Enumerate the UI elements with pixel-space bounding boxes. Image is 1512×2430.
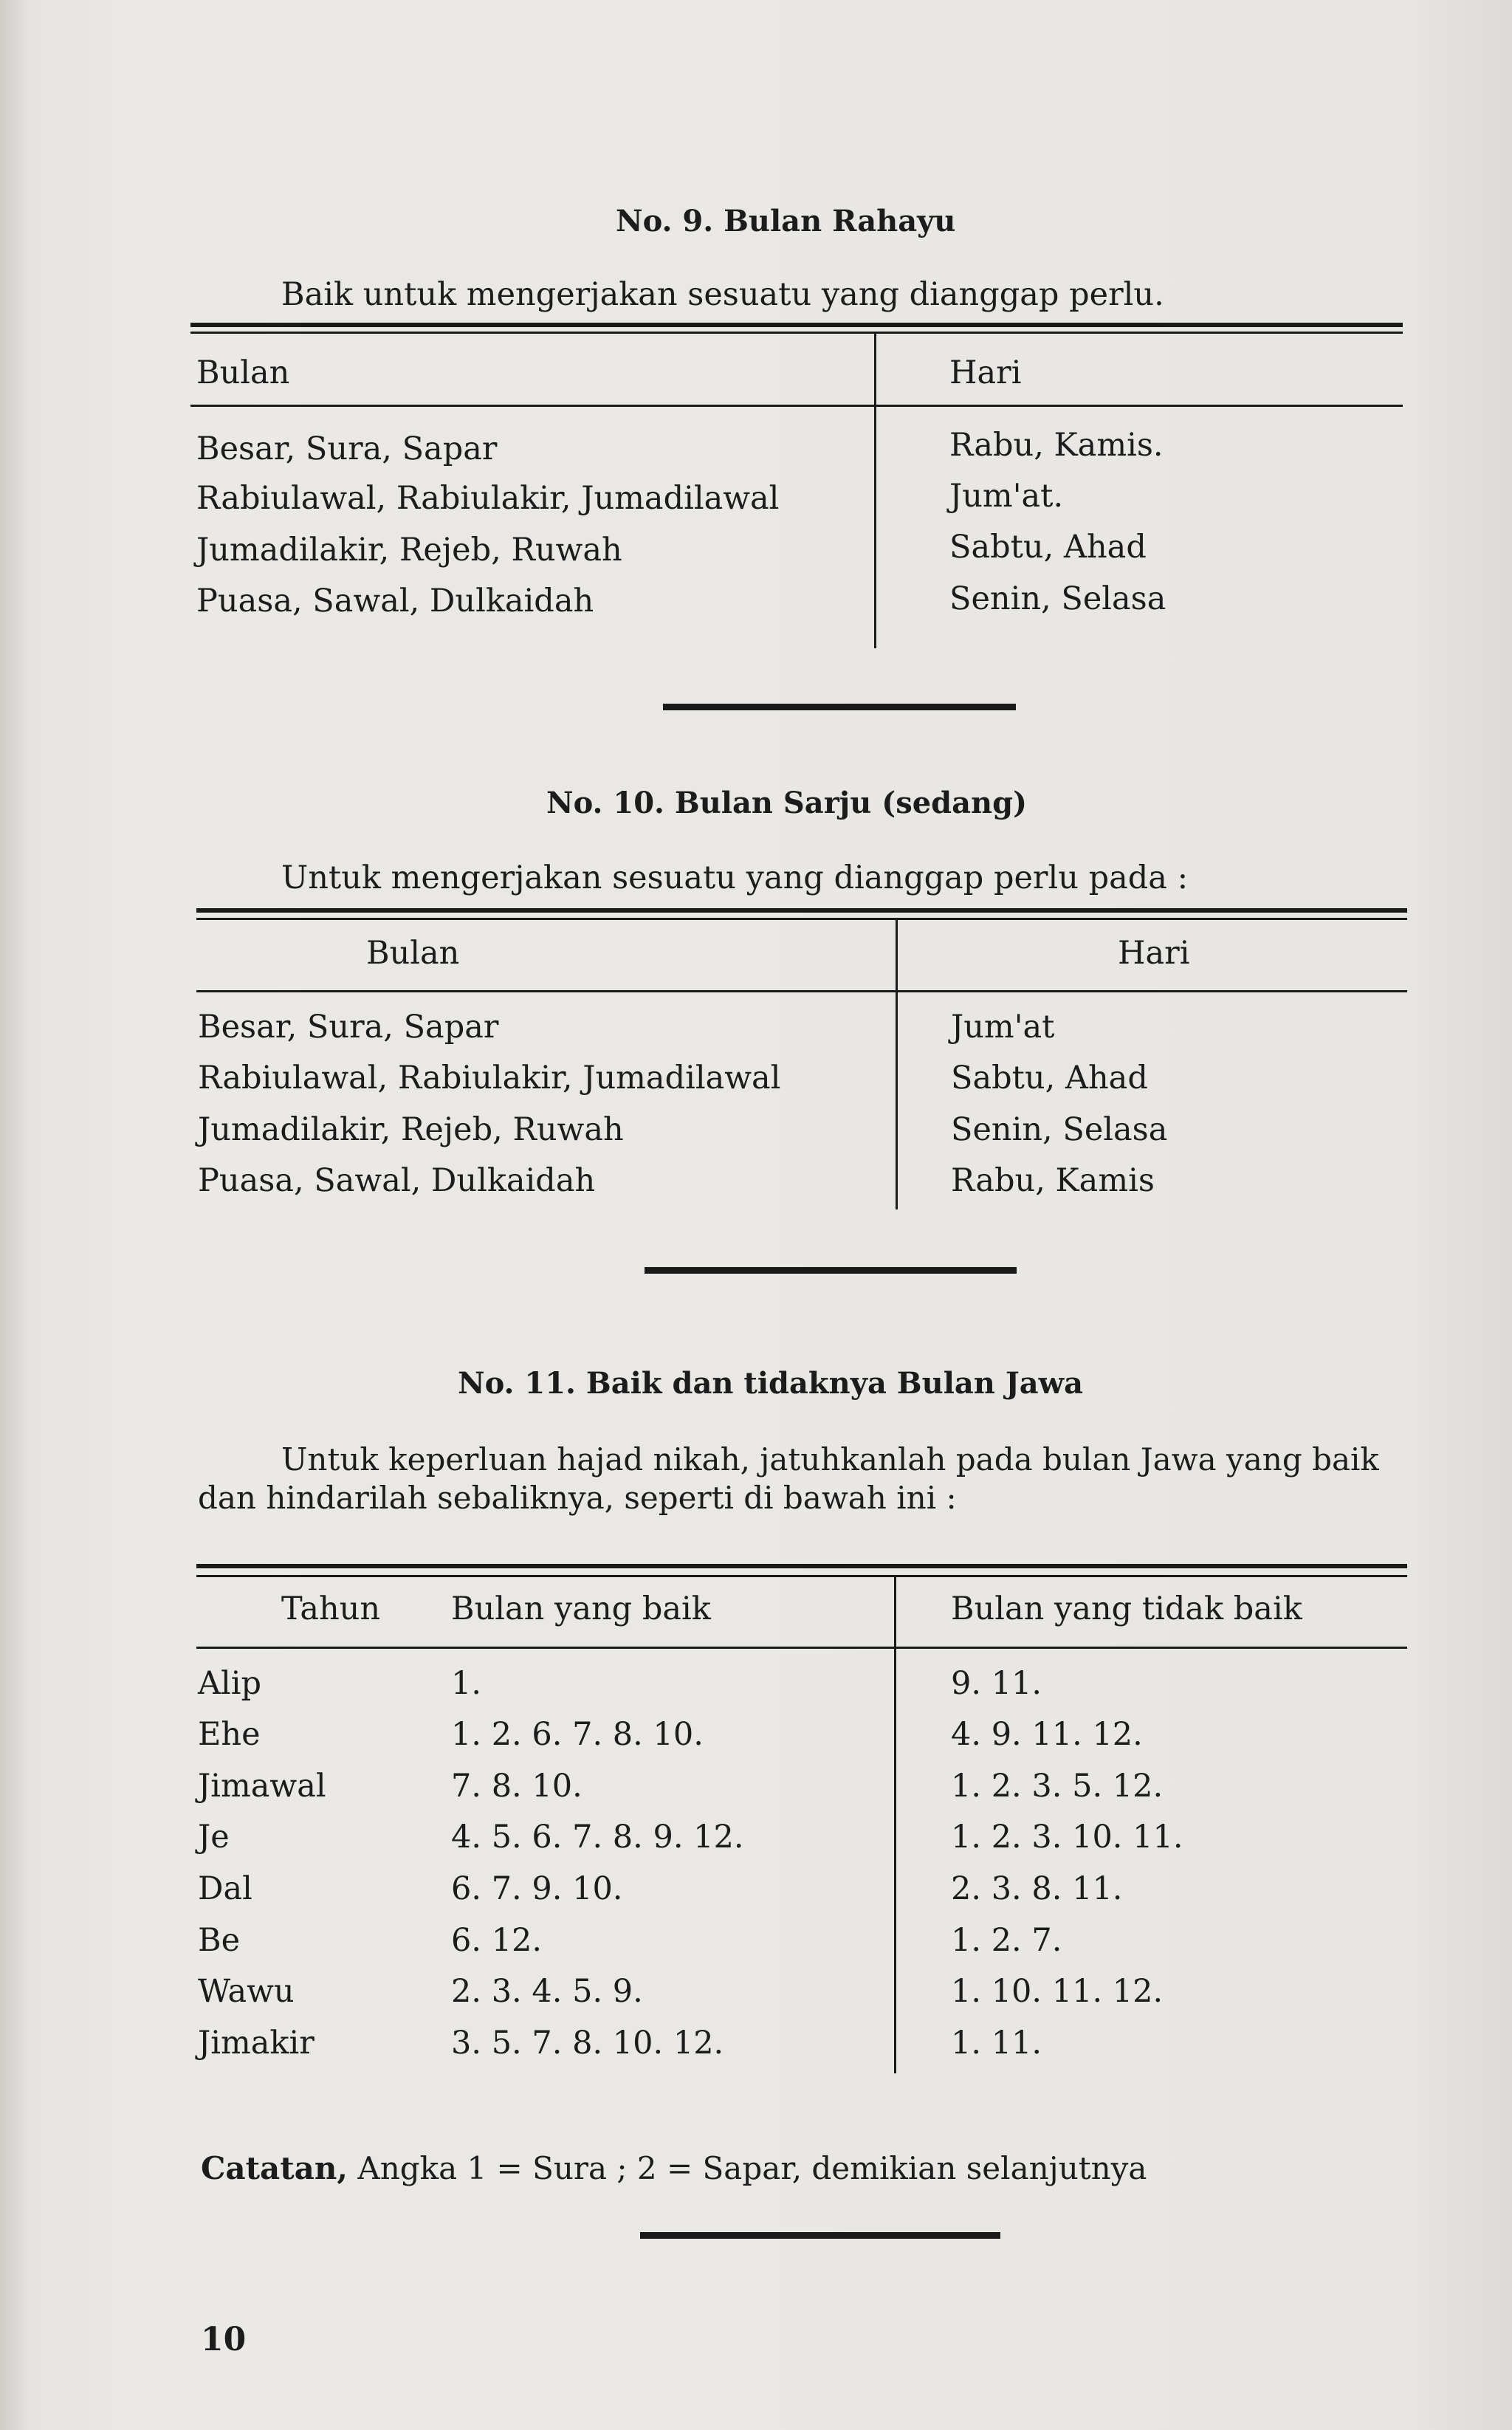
- section-separator: [663, 704, 1016, 710]
- table-header-rule: [196, 990, 1407, 992]
- table-cell-bulan-baik: 7. 8. 10.: [451, 1768, 583, 1805]
- table-cell-bulan-tidak-baik: 1. 11.: [951, 2025, 1042, 2062]
- table-cell-bulan: Besar, Sura, Sapar: [198, 1009, 499, 1046]
- table-top-rule: [196, 908, 1407, 913]
- table-cell-hari: Sabtu, Ahad: [951, 1060, 1148, 1096]
- table-top-rule-thin: [196, 918, 1407, 920]
- table-cell-hari: Rabu, Kamis: [951, 1162, 1155, 1199]
- section-intro: Untuk keperluan hajad nikah, jatuhkanlah pada bulan Jawa yang baik dan hindarilah sebaliknya, seperti di bawah ini :: [198, 1441, 1379, 1516]
- table-cell-hari: Senin, Selasa: [951, 1111, 1168, 1148]
- table-cell-bulan-tidak-baik: 1. 10. 11. 12.: [951, 1973, 1164, 2010]
- table-header-tahun: Tahun: [281, 1590, 381, 1627]
- table-column-divider: [896, 920, 898, 1209]
- table-header-hari: Hari: [949, 354, 1022, 391]
- table-header-bulan: Bulan: [366, 935, 460, 972]
- table-header-bulan-baik: Bulan yang baik: [451, 1590, 711, 1627]
- table-header-bulan: Bulan: [196, 354, 290, 391]
- table-cell-tahun: Jimawal: [198, 1768, 326, 1805]
- table-column-divider: [874, 334, 876, 648]
- table-cell-bulan: Jumadilakir, Rejeb, Ruwah: [198, 1111, 624, 1148]
- table-cell-bulan: Rabiulawal, Rabiulakir, Jumadilawal: [198, 1060, 781, 1096]
- table-header-rule: [190, 405, 1403, 407]
- table-cell-hari: Rabu, Kamis.: [949, 427, 1164, 464]
- note-text: Angka 1 = Sura ; 2 = Sapar, demikian selanjutnya: [348, 2150, 1147, 2186]
- table-cell-bulan-baik: 6. 7. 9. 10.: [451, 1870, 623, 1907]
- table-cell-hari: Senin, Selasa: [949, 580, 1166, 617]
- table-top-rule-thin: [190, 332, 1403, 334]
- table-cell-bulan-tidak-baik: 9. 11.: [951, 1665, 1042, 1702]
- table-cell-tahun: Dal: [198, 1870, 252, 1907]
- note: [201, 2150, 1147, 2186]
- section-separator: [640, 2232, 1000, 2239]
- table-top-rule: [196, 1564, 1407, 1568]
- table-cell-tahun: Ehe: [198, 1716, 261, 1753]
- table-header-bulan-tidak-baik: Bulan yang tidak baik: [951, 1590, 1302, 1627]
- table-cell-bulan-baik: 3. 5. 7. 8. 10. 12.: [451, 2025, 724, 2062]
- table-cell-bulan-tidak-baik: 1. 2. 3. 10. 11.: [951, 1819, 1183, 1856]
- table-cell-bulan: Puasa, Sawal, Dulkaidah: [198, 1162, 596, 1199]
- table-cell-bulan-baik: 1. 2. 6. 7. 8. 10.: [451, 1716, 704, 1753]
- table-cell-tahun: Jimakir: [198, 2025, 315, 2062]
- section-title: No. 11. Baik dan tidaknya Bulan Jawa: [458, 1366, 1084, 1401]
- table-cell-tahun: Wawu: [198, 1973, 295, 2010]
- table-cell-bulan: Puasa, Sawal, Dulkaidah: [196, 583, 594, 619]
- table-cell-bulan-tidak-baik: 4. 9. 11. 12.: [951, 1716, 1143, 1753]
- table-cell-bulan: Besar, Sura, Sapar: [196, 430, 498, 467]
- table-cell-bulan: Rabiulawal, Rabiulakir, Jumadilawal: [196, 480, 780, 517]
- section-title: No. 10. Bulan Sarju (sedang): [546, 786, 1028, 820]
- table-top-rule: [190, 323, 1403, 327]
- section-title: No. 9. Bulan Rahayu: [616, 204, 956, 238]
- table-cell-bulan-baik: 4. 5. 6. 7. 8. 9. 12.: [451, 1819, 744, 1856]
- table-cell-tahun: Alip: [198, 1665, 262, 1702]
- note-label: Catatan,: [201, 2150, 348, 2186]
- section-intro: Untuk mengerjakan sesuatu yang dianggap perlu pada :: [281, 859, 1189, 896]
- table-cell-bulan-baik: 1.: [451, 1665, 482, 1702]
- table-column-divider: [894, 1577, 896, 2073]
- table-header-rule: [196, 1647, 1407, 1649]
- table-header-hari: Hari: [1118, 935, 1190, 972]
- table-cell-bulan-tidak-baik: 1. 2. 7.: [951, 1922, 1062, 1959]
- section-separator: [645, 1267, 1017, 1274]
- table-cell-tahun: Je: [198, 1819, 230, 1856]
- table-cell-hari: Jum'at.: [949, 478, 1064, 515]
- table-cell-hari: Jum'at: [951, 1009, 1055, 1046]
- table-cell-bulan: Jumadilakir, Rejeb, Ruwah: [196, 532, 622, 569]
- section-intro: Baik untuk mengerjakan sesuatu yang dianggap perlu.: [281, 276, 1164, 313]
- table-cell-bulan-baik: 6. 12.: [451, 1922, 543, 1959]
- table-cell-bulan-tidak-baik: 2. 3. 8. 11.: [951, 1870, 1123, 1907]
- table-cell-tahun: Be: [198, 1922, 241, 1959]
- table-cell-bulan-baik: 2. 3. 4. 5. 9.: [451, 1973, 643, 2010]
- page-number: 10: [201, 2321, 247, 2358]
- table-top-rule-thin: [196, 1575, 1407, 1577]
- table-cell-hari: Sabtu, Ahad: [949, 529, 1147, 566]
- table-cell-bulan-tidak-baik: 1. 2. 3. 5. 12.: [951, 1768, 1164, 1805]
